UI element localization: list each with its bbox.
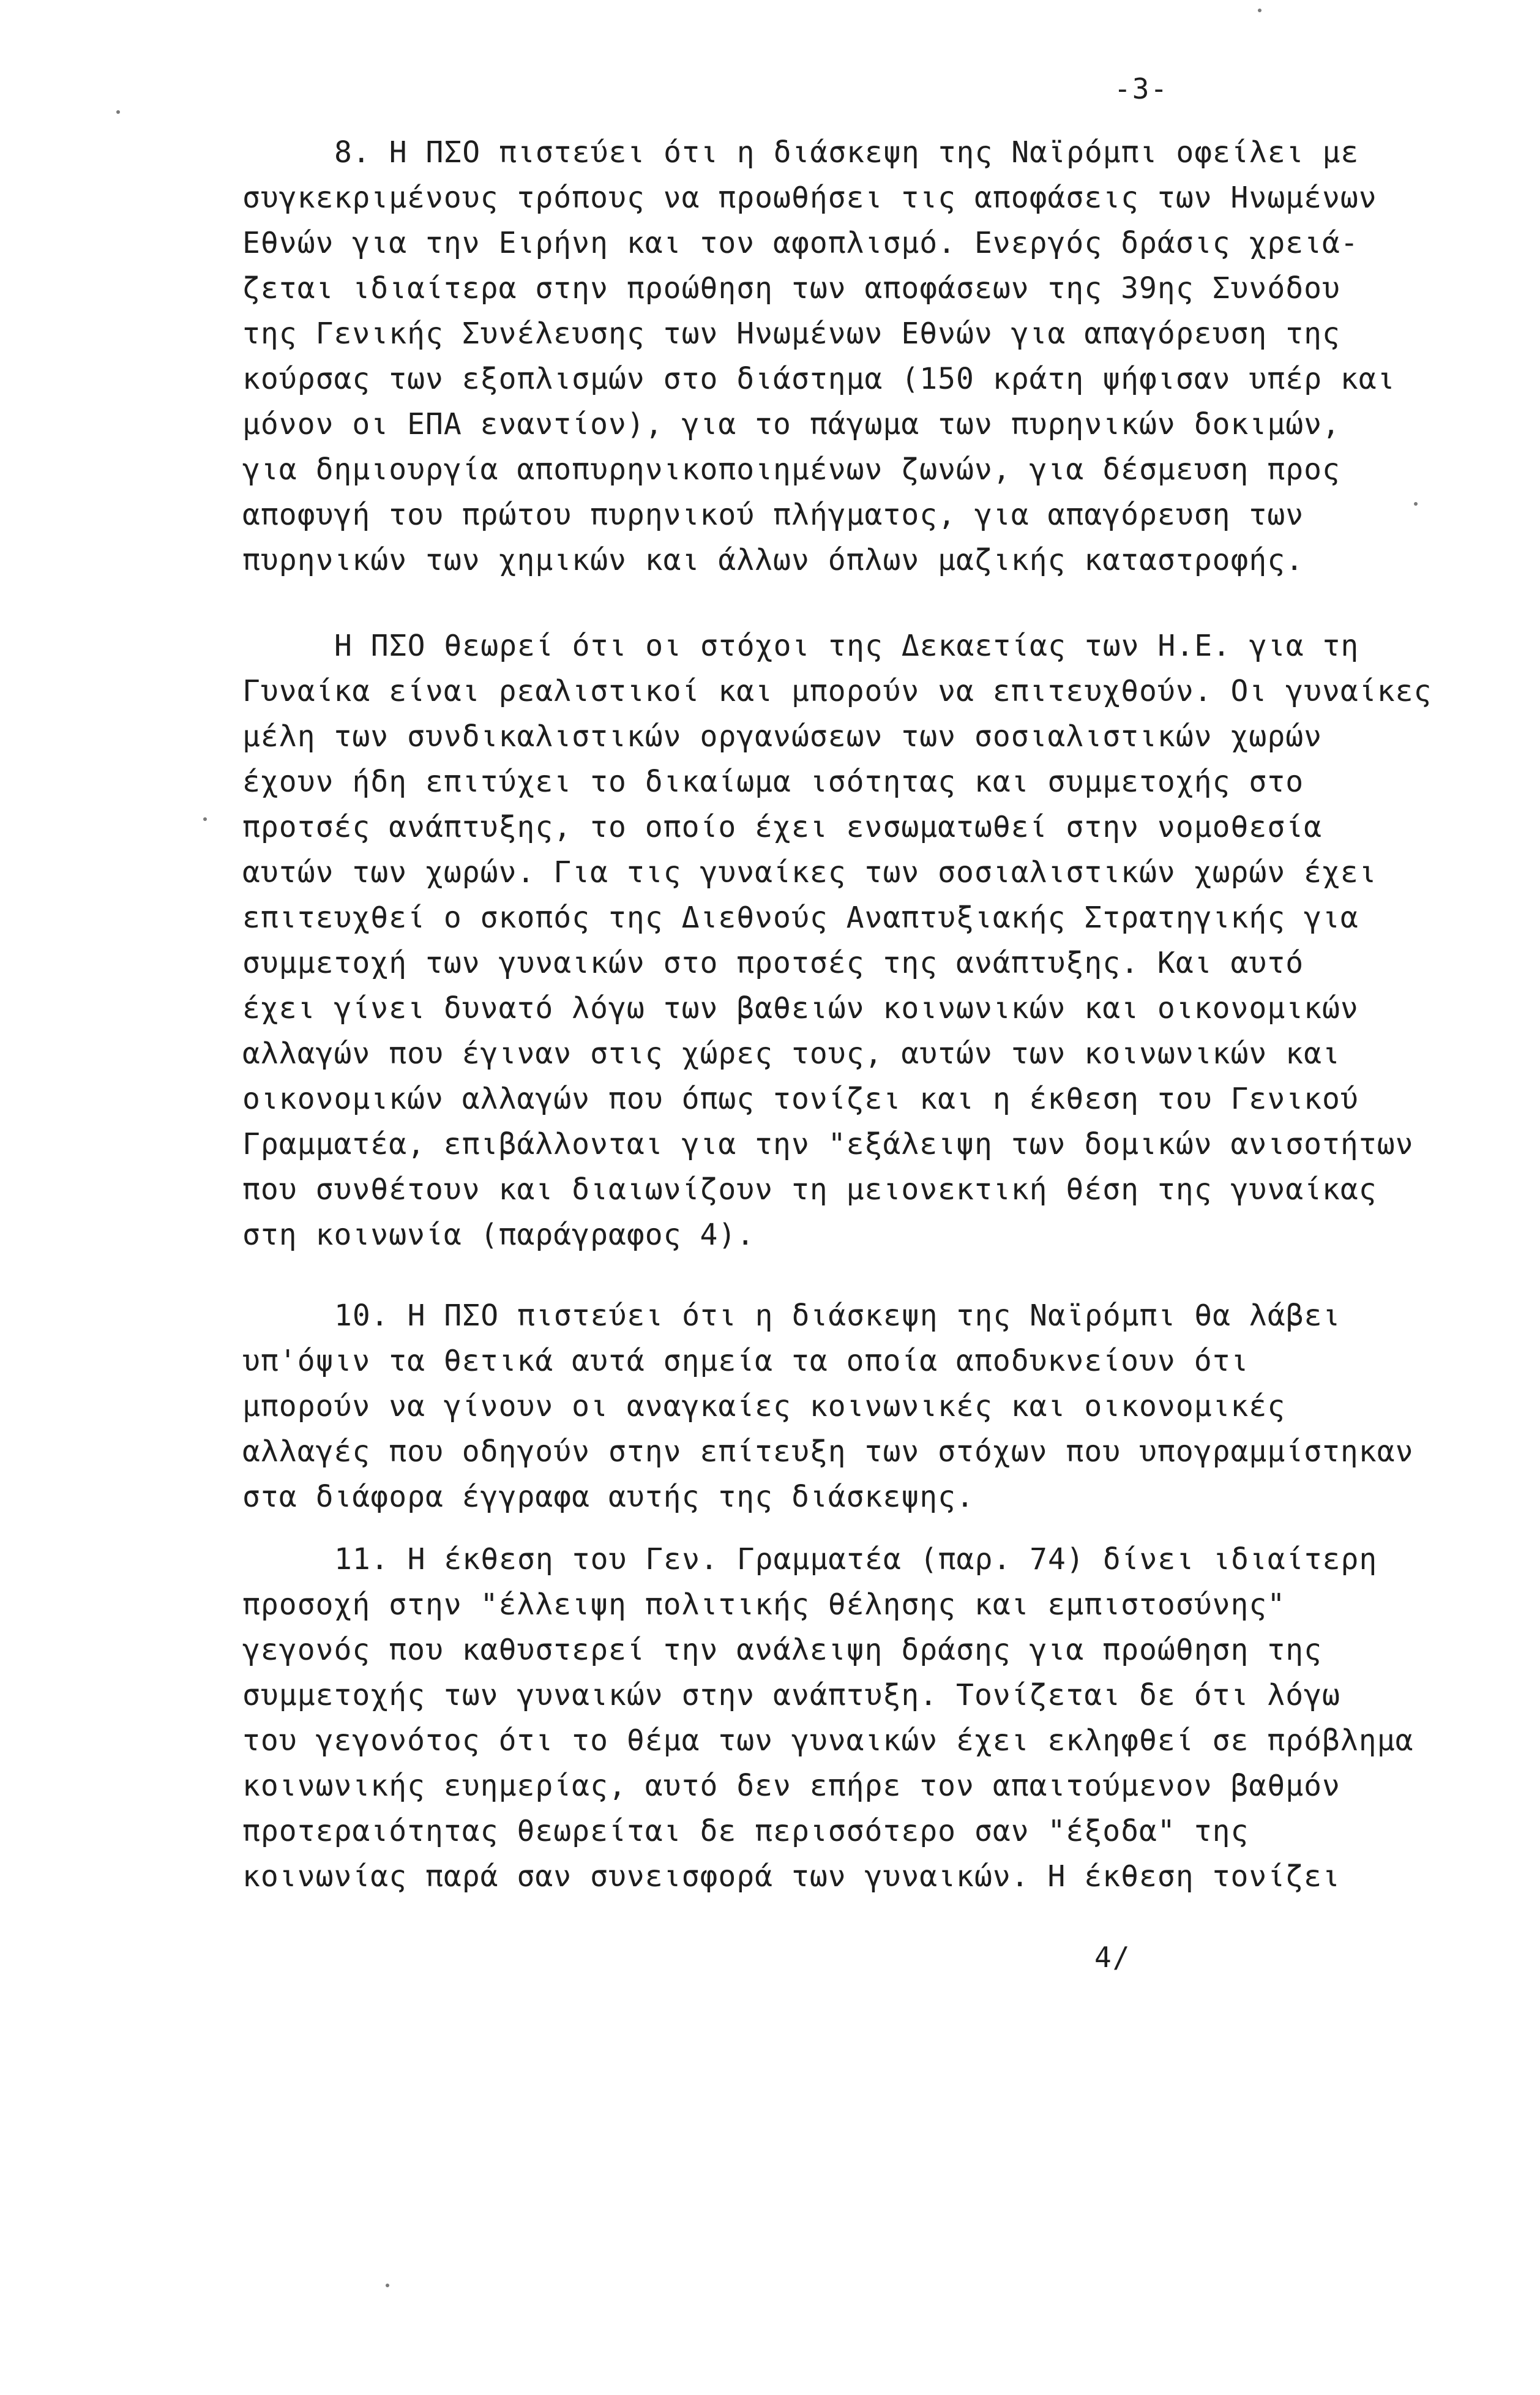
paragraph-11 — [242, 1537, 1454, 1899]
scan-speck — [116, 110, 120, 114]
page-number: -3- — [1114, 72, 1169, 105]
text-line: συμμετοχή των γυναικών στο προτσές της ανάπτυξης. Και αυτό — [242, 946, 1304, 980]
text-line: στα διάφορα έγγραφα αυτής της διάσκεψης. — [242, 1480, 974, 1514]
scan-speck — [1258, 9, 1262, 12]
text-line: έχει γίνει δυνατό λόγω των βαθειών κοινωνικών και οικονομικών — [242, 991, 1359, 1025]
text-line: Εθνών για την Ειρήνη και τον αφοπλισμό. Ενεργός δράσις χρειά- — [242, 226, 1359, 260]
text-line: μόνον οι ΕΠΑ εναντίον), για το πάγωμα των πυρηνικών δοκιμών, — [242, 407, 1340, 441]
text-line: γεγονός που καθυστερεί την ανάλειψη δράσης για προώθηση της — [242, 1633, 1323, 1667]
text-line: οικονομικών αλλαγών που όπως τονίζει και η έκθεση του Γενικού — [242, 1082, 1359, 1116]
scan-speck — [203, 817, 207, 821]
text-line: στη κοινωνία (παράγραφος 4). — [242, 1218, 755, 1252]
text-line: συγκεκριμένους τρόπους να προωθήσει τις αποφάσεις των Ηνωμένων — [242, 181, 1377, 215]
text-line: αλλαγών που έγιναν στις χώρες τους, αυτών των κοινωνικών και — [242, 1036, 1340, 1071]
scan-speck — [386, 2284, 389, 2287]
text-line: κοινωνικής ευημερίας, αυτό δεν επήρε τον απαιτούμενον βαθμόν — [242, 1769, 1340, 1803]
text-line: προσοχή στην "έλλειψη πολιτικής θέλησης και εμπιστοσύνης" — [242, 1587, 1286, 1622]
text-line: 8. Η ΠΣΟ πιστεύει ότι η διάσκεψη της Ναϊρόμπι οφείλει με — [334, 135, 1359, 170]
paragraph-9 — [242, 623, 1454, 1257]
paragraph-10 — [242, 1293, 1454, 1520]
text-line: προτεραιότητας θεωρείται δε περισσότερο σαν "έξοδα" της — [242, 1814, 1249, 1848]
scan-speck — [1414, 502, 1418, 506]
text-line: πυρηνικών των χημικών και άλλων όπλων μαζικής καταστροφής. — [242, 543, 1304, 577]
text-line: επιτευχθεί ο σκοπός της Διεθνούς Αναπτυξιακής Στρατηγικής για — [242, 901, 1359, 935]
text-line: που συνθέτουν και διαιωνίζουν τη μειονεκτική θέση της γυναίκας — [242, 1172, 1377, 1207]
paragraph-8 — [242, 130, 1454, 583]
text-line: για δημιουργία αποπυρηνικοποιημένων ζωνών, για δέσμευση προς — [242, 452, 1340, 487]
text-line: συμμετοχής των γυναικών στην ανάπτυξη. Τονίζεται δε ότι λόγω — [242, 1678, 1340, 1712]
text-line: της Γενικής Συνέλευσης των Ηνωμένων Εθνών για απαγόρευση της — [242, 317, 1340, 351]
text-line: κούρσας των εξοπλισμών στο διάστημα (150 κράτη ψήφισαν υπέρ και — [242, 362, 1396, 396]
text-line: αλλαγές που οδηγούν στην επίτευξη των στόχων που υπογραμμίστηκαν — [242, 1434, 1414, 1469]
text-line: αυτών των χωρών. Για τις γυναίκες των σοσιαλιστικών χωρών έχει — [242, 855, 1377, 890]
text-line: μπορούν να γίνουν οι αναγκαίες κοινωνικές και οικονομικές — [242, 1389, 1286, 1423]
text-line: Γυναίκα είναι ρεαλιστικοί και μπορούν να επιτευχθούν. Οι γυναίκες — [242, 674, 1432, 708]
text-line: 11. Η έκθεση του Γεν. Γραμματέα (παρ. 74) δίνει ιδιαίτερη — [334, 1542, 1378, 1576]
text-line: μέλη των συνδικαλιστικών οργανώσεων των σοσιαλιστικών χωρών — [242, 719, 1323, 754]
text-line: κοινωνίας παρά σαν συνεισφορά των γυναικών. Η έκθεση τονίζει — [242, 1859, 1340, 1894]
continuation-marker: 4/ — [1094, 1941, 1131, 1974]
text-line: ζεται ιδιαίτερα στην προώθηση των αποφάσεων της 39ης Συνόδου — [242, 271, 1340, 305]
text-line: αποφυγή του πρώτου πυρηνικού πλήγματος, για απαγόρευση των — [242, 498, 1304, 532]
text-line: προτσές ανάπτυξης, το οποίο έχει ενσωματωθεί στην νομοθεσία — [242, 810, 1323, 844]
text-line: υπ'όψιν τα θετικά αυτά σημεία τα οποία αποδυκνείουν ότι — [242, 1344, 1249, 1378]
text-line: Γραμματέα, επιβάλλονται για την "εξάλειψη των δομικών ανισοτήτων — [242, 1127, 1414, 1161]
text-line: Η ΠΣΟ θεωρεί ότι οι στόχοι της Δεκαετίας των Η.Ε. για τη — [334, 629, 1359, 663]
text-line: του γεγονότος ότι το θέμα των γυναικών έχει εκληφθεί σε πρόβλημα — [242, 1723, 1414, 1758]
text-line: 10. Η ΠΣΟ πιστεύει ότι η διάσκεψη της Ναϊρόμπι θα λάβει — [334, 1299, 1341, 1333]
text-line: έχουν ήδη επιτύχει το δικαίωμα ισότητας και συμμετοχής στο — [242, 765, 1304, 799]
